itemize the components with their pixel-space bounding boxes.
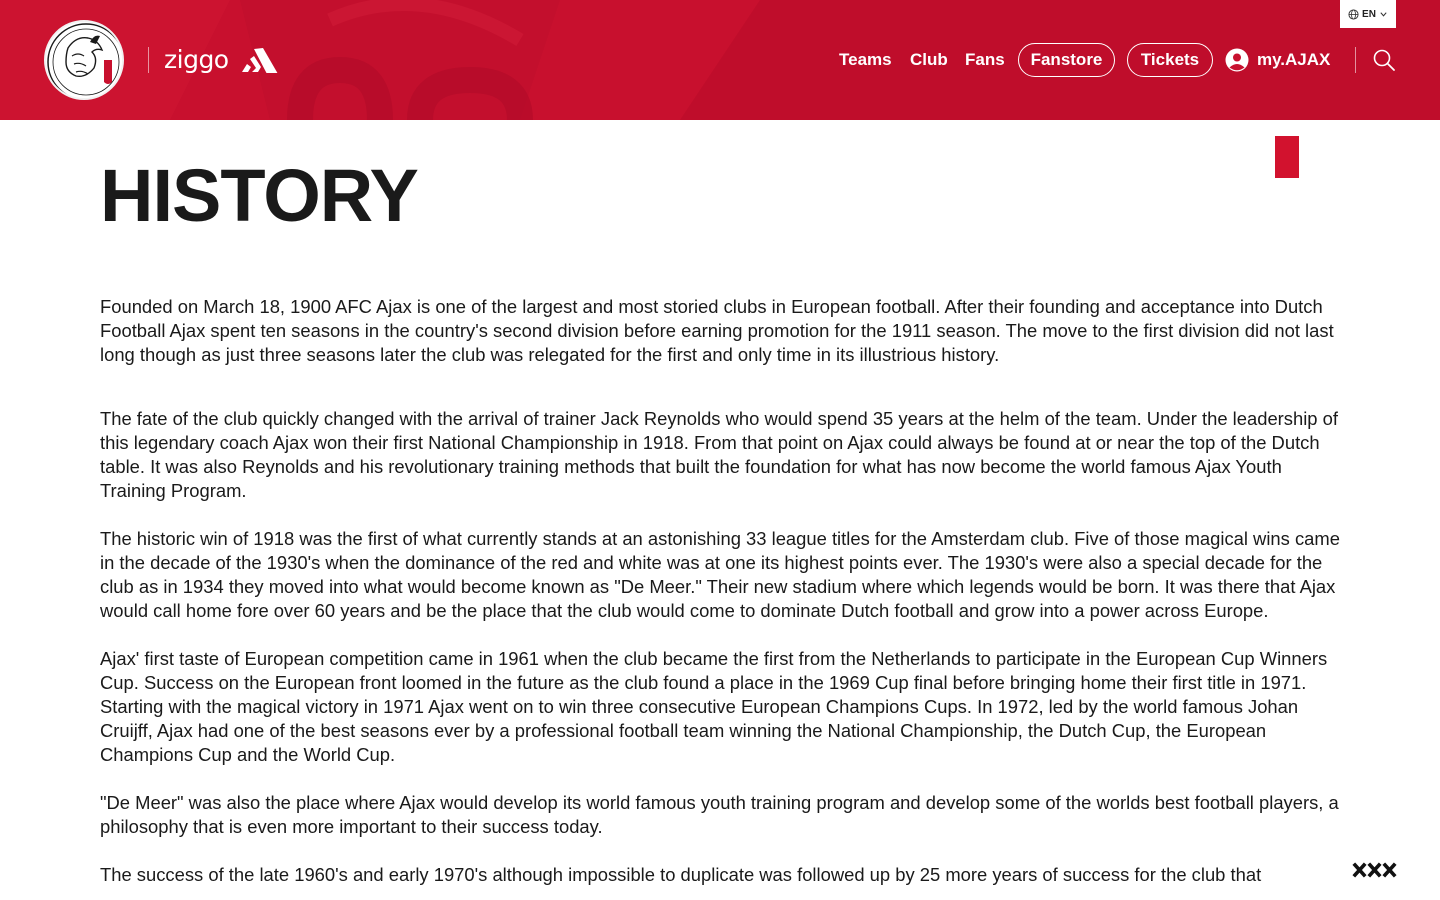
history-article xyxy=(100,295,1340,900)
xxx-icon[interactable] xyxy=(1352,861,1398,879)
nav-fans[interactable]: Fans xyxy=(965,50,1005,69)
nav-fanstore-button[interactable]: Fanstore xyxy=(1018,43,1115,77)
nav-tickets-button[interactable]: Tickets xyxy=(1127,43,1213,77)
article-paragraph: Founded on March 18, 1900 AFC Ajax is one of the largest and most storied clubs in European football. After their founding and acceptance into Dutch Football Ajax spent ten seasons in the country's second division before earning promotion for the 1911 season. The move to the first division did not last long though as just three seasons later the club was relegated for the first and only time in its illustrious history. xyxy=(100,296,1334,365)
search-icon[interactable] xyxy=(1372,48,1396,72)
language-selector[interactable] xyxy=(1340,0,1396,28)
article-paragraph: "De Meer" was also the place where Ajax would develop its world famous youth training program and develop some of the worlds best football players, a philosophy that is even more important to their success today. xyxy=(100,792,1339,837)
my-ajax-label: my.AJAX xyxy=(1257,50,1331,69)
nav-club[interactable]: Club xyxy=(910,50,948,69)
globe-icon xyxy=(1348,9,1359,20)
chevron-down-icon xyxy=(1379,10,1388,19)
article-paragraph: The fate of the club quickly changed with the arrival of trainer Jack Reynolds who would spend 35 years at the helm of the team. Under the leadership of this legendary coach Ajax won their first National Championship in 1918. From that point on Ajax could always be found at or near the top of the Dutch table. It was also Reynolds and his revolutionary training methods that built the foundation for what has now become the world famous Ajax Youth Training Program. xyxy=(100,408,1338,501)
article-paragraph: Ajax' first taste of European competition came in 1961 when the club became the first from the Netherlands to participate in the European Cup Winners Cup. Success on the European front loomed in the future as the club found a place in the 1969 Cup final before bringing home their first title in 1971. Starting with the magical victory in 1971 Ajax went on to win three consecutive European Champions Cups. In 1972, led by the world famous Johan Cruijff, Ajax had one of the best seasons ever by a professional football team winning the National Championship, the Dutch Cup, the European Champions Cup and the World Cup. xyxy=(100,648,1328,765)
article-paragraph: The success of the late 1960's and early 1970's although impossible to duplicate was followed up by 25 more years of success for the club that xyxy=(100,864,1262,885)
ziggo-sponsor-logo[interactable]: ziggo xyxy=(164,45,229,74)
main-nav xyxy=(0,43,1440,77)
nav-teams[interactable]: Teams xyxy=(839,50,892,69)
search-divider xyxy=(1355,47,1356,73)
side-accent-tab[interactable] xyxy=(1275,136,1299,178)
user-icon xyxy=(1225,48,1249,72)
article-paragraph: The historic win of 1918 was the first of what currently stands at an astonishing 33 league titles for the Amsterdam club. Five of those magical wins came in the decade of the 1930's when the dominance of the red and white was at one its highest points ever. The 1930's were also a special decade for the club as in 1934 they moved into what would become known as "De Meer." Their new stadium where which legends would be born. It was there that Ajax would call home fore over 60 years and be the place that the club would come to dominate Dutch football and grow into a power across Europe. xyxy=(100,528,1340,621)
my-ajax-account-link[interactable] xyxy=(1225,43,1330,77)
language-label: EN xyxy=(1362,8,1376,20)
site-header xyxy=(0,0,1440,120)
page-title: HISTORY xyxy=(100,154,418,237)
